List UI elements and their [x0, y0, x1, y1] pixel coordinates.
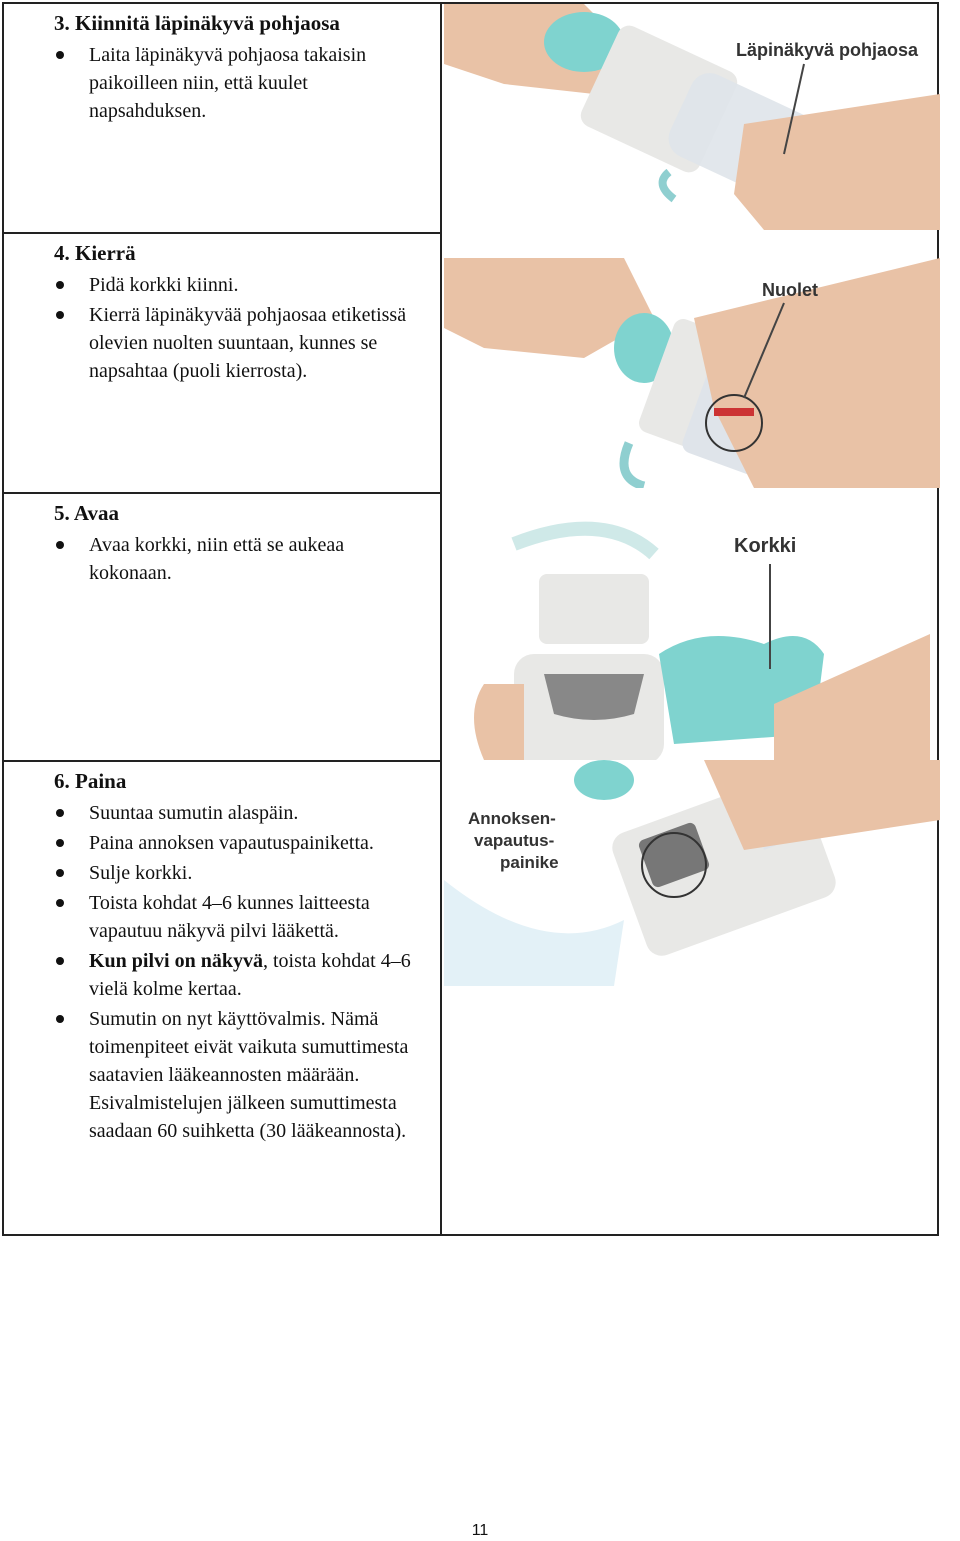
- step-5-heading: 5. Avaa: [54, 501, 119, 525]
- step-5-cell: [4, 494, 440, 589]
- step-6-bullet: Sumutin on nyt käyttövalmis. Nämä toimenpiteet eivät vaikuta sumuttimesta saatavien lääkeannosten määrään. Esivalmistelujen jälkeen sumuttimesta saadaan 60 suihketta (30 lääkeannosta).: [4, 1005, 430, 1145]
- image-label-line: Annoksen-: [468, 809, 556, 828]
- illustration-cap: [444, 494, 930, 760]
- page-number: 11: [471, 1522, 489, 1539]
- step-3-heading: 3. Kiinnitä läpinäkyvä pohjaosa: [54, 11, 340, 35]
- step-4-heading: 4. Kierrä: [54, 241, 136, 265]
- step-5-bullet: Avaa korkki, niin että se aukeaa kokonaan.: [4, 531, 430, 587]
- image-label: Korkki: [734, 535, 797, 557]
- illustration-clear-base: [444, 4, 940, 230]
- image-label-line: painike: [500, 853, 559, 872]
- bullet-rest: , toista kohdat 4–6 vielä kolme kertaa.: [89, 950, 411, 1000]
- step-6-bullet: Paina annoksen vapautuspainiketta.: [4, 829, 430, 857]
- step-4-bullet: Pidä korkki kiinni.: [4, 271, 430, 299]
- step-6-bullet: Toista kohdat 4–6 kunnes laitteesta vapautuu näkyvä pilvi lääkettä.: [4, 889, 430, 945]
- step-6-bullet: Suuntaa sumutin alaspäin.: [4, 799, 430, 827]
- step-3-cell: [4, 4, 440, 127]
- image-label: Nuolet: [762, 280, 818, 300]
- step-3-bullet: Laita läpinäkyvä pohjaosa takaisin paikoilleen niin, että kuulet napsahduksen.: [4, 41, 430, 125]
- bold-text: Kun pilvi on näkyvä: [89, 950, 263, 972]
- column-divider: [440, 4, 442, 1234]
- step-6-bullet: Sulje korkki.: [4, 859, 430, 887]
- illustration-dose-button: [444, 760, 940, 986]
- illustration-arrows: [444, 258, 940, 488]
- step-4-cell: [4, 234, 440, 387]
- image-label: Läpinäkyvä pohjaosa: [736, 40, 919, 60]
- step-6-heading: 6. Paina: [54, 769, 127, 793]
- step-6-cell: [4, 762, 440, 1147]
- step-6-bullet-bold: [4, 947, 430, 1003]
- image-label-line: vapautus-: [474, 831, 555, 850]
- step-4-bullet: Kierrä läpinäkyvää pohjaosaa etiketissä olevien nuolten suuntaan, kunnes se napsahtaa (puoli kierrosta).: [4, 301, 430, 385]
